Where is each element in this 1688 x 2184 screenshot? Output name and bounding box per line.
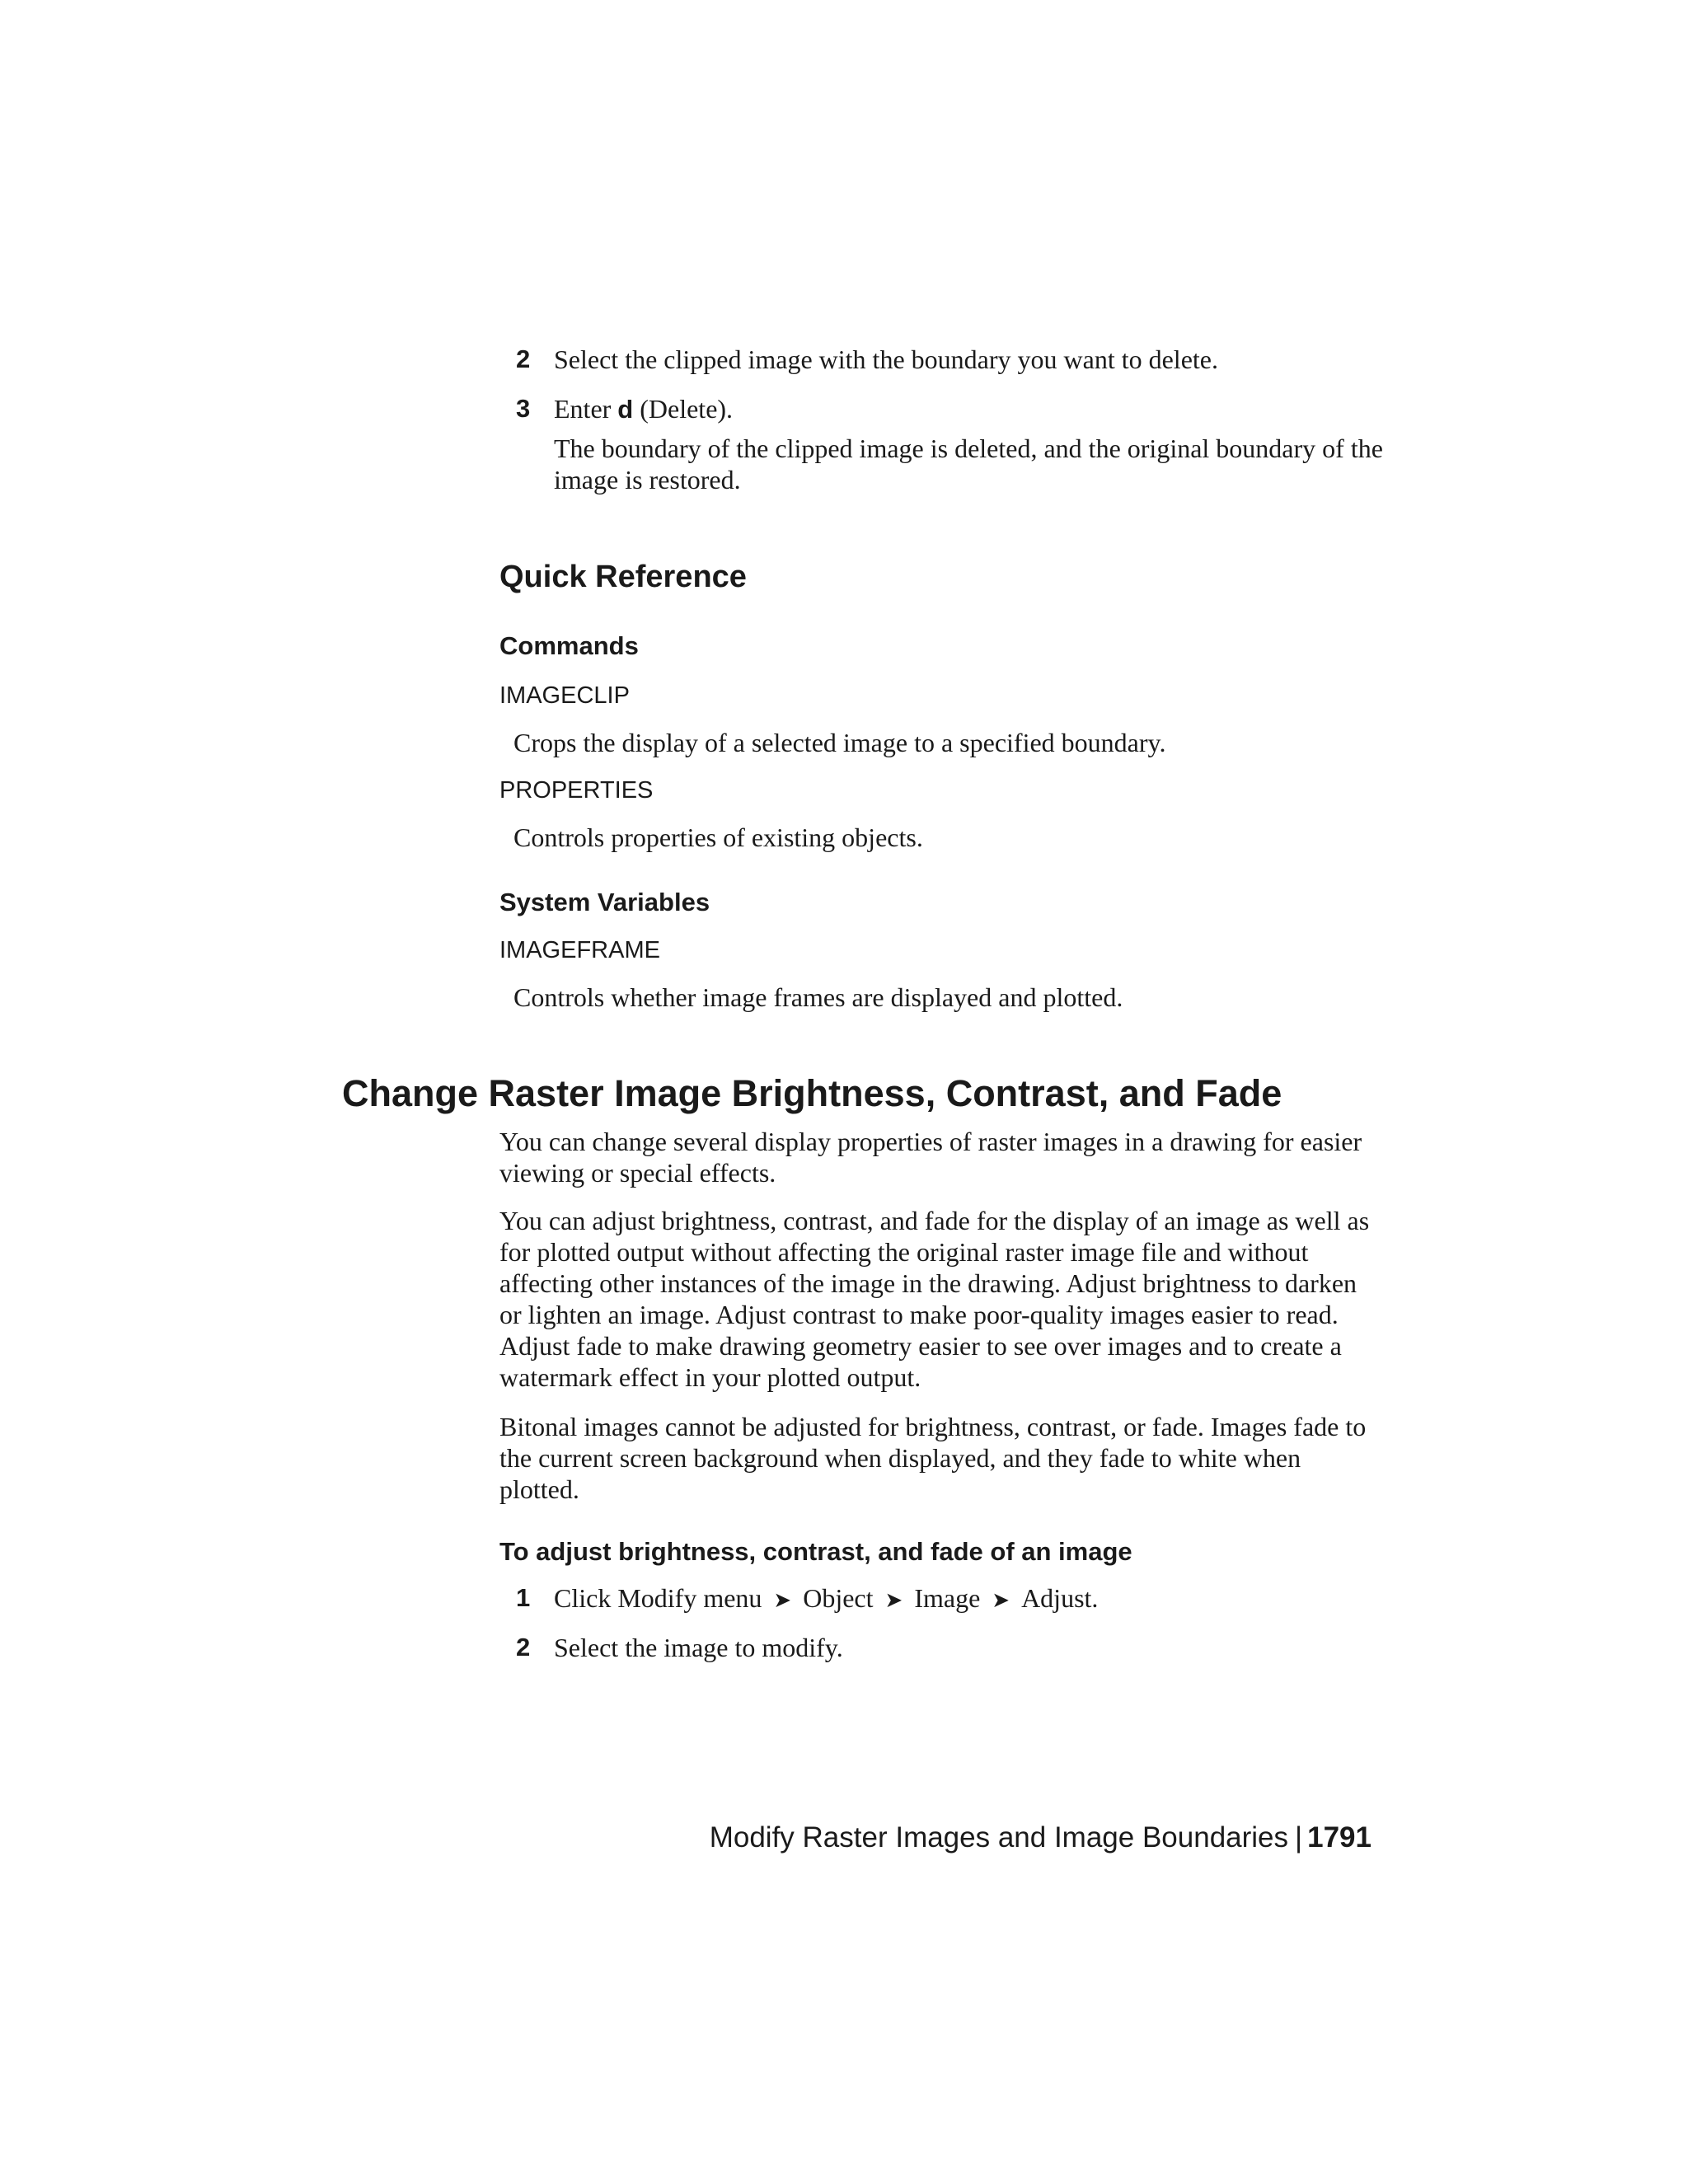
key-letter: d — [617, 395, 634, 424]
menu-path-item: Click Modify menu — [554, 1583, 762, 1613]
arrow-right-icon: ➤ — [773, 1588, 792, 1612]
step-text: Select the clipped image with the boundary you want to delete. — [554, 344, 1218, 374]
footer-chapter-title: Modify Raster Images and Image Boundaries — [709, 1821, 1289, 1854]
command-description: Controls properties of existing objects. — [513, 823, 923, 852]
page-number: 1791 — [1307, 1821, 1372, 1854]
paragraph: Bitonal images cannot be adjusted for brightness, contrast, or fade. Images fade to the current screen background when displayed, and they fade to white when plotted. — [499, 1412, 1367, 1504]
step-number: 3 — [516, 394, 531, 423]
menu-path-item: Image — [914, 1583, 981, 1613]
step-number: 2 — [516, 344, 531, 373]
arrow-right-icon: ➤ — [992, 1588, 1010, 1612]
procedure-heading: To adjust brightness, contrast, and fade of an image — [499, 1537, 1132, 1566]
step-menu-path — [554, 1582, 1395, 1616]
command-name: PROPERTIES — [499, 777, 654, 804]
arrow-right-icon: ➤ — [884, 1588, 903, 1612]
step-result: The boundary of the clipped image is deleted, and the original boundary of the image is restored. — [554, 434, 1383, 494]
step-number: 2 — [516, 1633, 531, 1661]
footer-separator: | — [1295, 1821, 1303, 1854]
quick-reference-heading: Quick Reference — [499, 560, 747, 594]
page-footer — [710, 1821, 1372, 1855]
command-description: Crops the display of a selected image to a specified boundary. — [513, 728, 1166, 757]
menu-path-item: Adjust. — [1021, 1583, 1099, 1613]
system-variables-heading: System Variables — [499, 888, 710, 916]
step-text-after: (Delete). — [633, 394, 734, 424]
section-title: Change Raster Image Brightness, Contrast, and Fade — [342, 1072, 1282, 1114]
step-text — [554, 393, 1395, 425]
sysvar-description: Controls whether image frames are displayed and plotted. — [513, 982, 1123, 1012]
step-text: Select the image to modify. — [554, 1633, 843, 1662]
sysvar-name: IMAGEFRAME — [499, 937, 660, 963]
paragraph: You can adjust brightness, contrast, and fade for the display of an image as well as for plotted output without affecting the original raster image file and without affecting other instances of the image in the drawing. Adjust brightness to darken or lighten an image. Adjust contrast to make poor-quality images easier to read. Adjust fade to make drawing geometry easier to see over images and to create a watermark effect in your plotted output. — [499, 1206, 1370, 1392]
step-number: 1 — [516, 1583, 531, 1612]
command-name: IMAGECLIP — [499, 682, 630, 709]
paragraph: You can change several display properties of raster images in a drawing for easier viewing or special effects. — [499, 1127, 1362, 1188]
commands-heading: Commands — [499, 631, 639, 660]
menu-path-item: Object — [803, 1583, 874, 1613]
step-text-before: Enter — [554, 394, 618, 424]
